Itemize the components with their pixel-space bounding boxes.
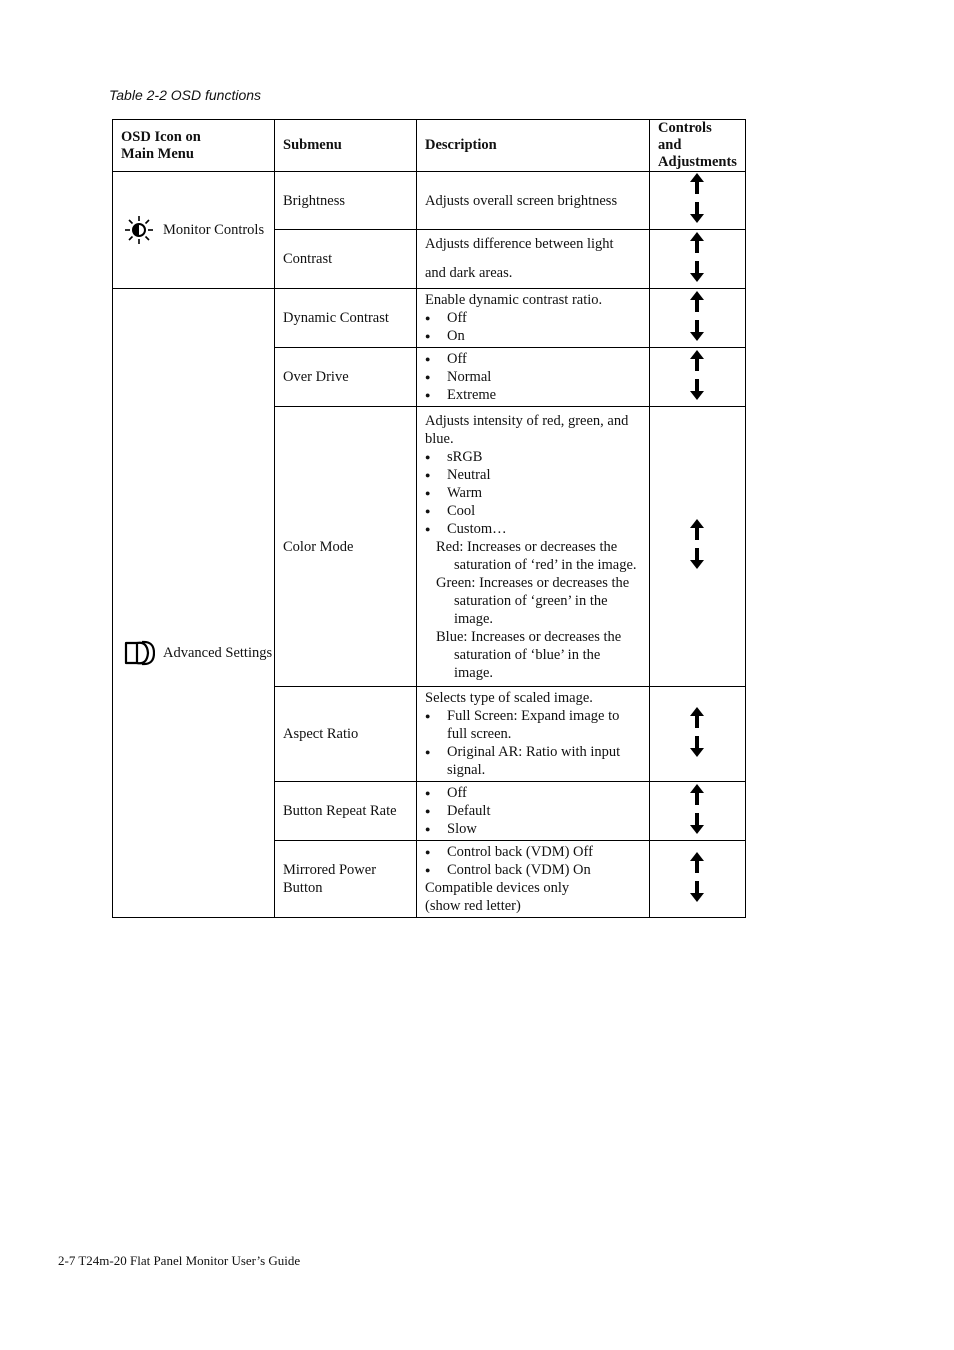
advanced-settings-cell	[113, 289, 275, 918]
adjust-mirrored-power-button	[650, 841, 746, 918]
submenu-brightness: Brightness	[275, 172, 417, 230]
desc-mirrored-power-button: ● Control back (VDM) Off ● Control back (VDM) On Compatible devices only (show red letter)	[417, 841, 650, 918]
up-down-arrow-icon	[688, 851, 706, 908]
monitor-controls-label: Monitor Controls	[163, 222, 265, 238]
header-row	[113, 120, 746, 172]
adjust-aspect-ratio	[650, 687, 746, 782]
table-row	[113, 172, 746, 230]
up-down-arrow-icon	[688, 518, 706, 575]
adjust-brightness	[650, 172, 746, 230]
table-caption: Table 2-2 OSD functions	[109, 87, 262, 103]
brightness-icon	[123, 214, 155, 246]
header-icon: OSD Icon on Main Menu	[113, 120, 275, 172]
adjust-button-repeat-rate	[650, 782, 746, 841]
submenu-mirrored-power-button: Mirrored Power Button	[275, 841, 417, 918]
desc-button-repeat-rate: ● Off ● Default ● Slow	[417, 782, 650, 841]
header-description: Description	[417, 120, 650, 172]
up-down-arrow-icon	[688, 290, 706, 347]
desc-contrast: Adjusts difference between light and dark areas.	[417, 230, 650, 289]
submenu-dynamic-contrast: Dynamic Contrast	[275, 289, 417, 348]
submenu-aspect-ratio: Aspect Ratio	[275, 687, 417, 782]
page-footer: 2-7 T24m-20 Flat Panel Monitor User’s Guide	[58, 1253, 301, 1268]
desc-color-mode: Adjusts intensity of red, green, and blue. ● sRGB ● Neutral ● Warm ● Cool ● Custom… Red: Increases or decreases the saturation of ‘red’ in the image. Green: Increases or decreases the saturation of ‘green’ in the image. Blue: Increases or decreases the saturation of ‘blue’ in the image.	[417, 407, 650, 687]
advanced-settings-label: Advanced Settings	[163, 645, 273, 661]
table-row	[113, 289, 746, 348]
desc-aspect-ratio: Selects type of scaled image. ● Full Screen: Expand image to full screen. ● Original AR: Ratio with input signal.	[417, 687, 650, 782]
up-down-arrow-icon	[688, 783, 706, 840]
submenu-contrast: Contrast	[275, 230, 417, 289]
advanced-settings-icon	[123, 639, 155, 667]
desc-dynamic-contrast: Enable dynamic contrast ratio. ● Off ● On	[417, 289, 650, 348]
up-down-arrow-icon	[688, 231, 706, 288]
adjust-over-drive	[650, 348, 746, 407]
adjust-color-mode	[650, 407, 746, 687]
submenu-color-mode: Color Mode	[275, 407, 417, 687]
header-controls: Controls and Adjustments	[650, 120, 746, 172]
desc-over-drive: ● Off ● Normal ● Extreme	[417, 348, 650, 407]
up-down-arrow-icon	[688, 172, 706, 229]
adjust-dynamic-contrast	[650, 289, 746, 348]
desc-brightness: Adjusts overall screen brightness	[417, 172, 650, 230]
adjust-contrast	[650, 230, 746, 289]
submenu-button-repeat-rate: Button Repeat Rate	[275, 782, 417, 841]
header-submenu: Submenu	[275, 120, 417, 172]
up-down-arrow-icon	[688, 706, 706, 763]
monitor-controls-cell	[113, 172, 275, 289]
submenu-over-drive: Over Drive	[275, 348, 417, 407]
up-down-arrow-icon	[688, 349, 706, 406]
osd-functions-table	[112, 119, 746, 918]
